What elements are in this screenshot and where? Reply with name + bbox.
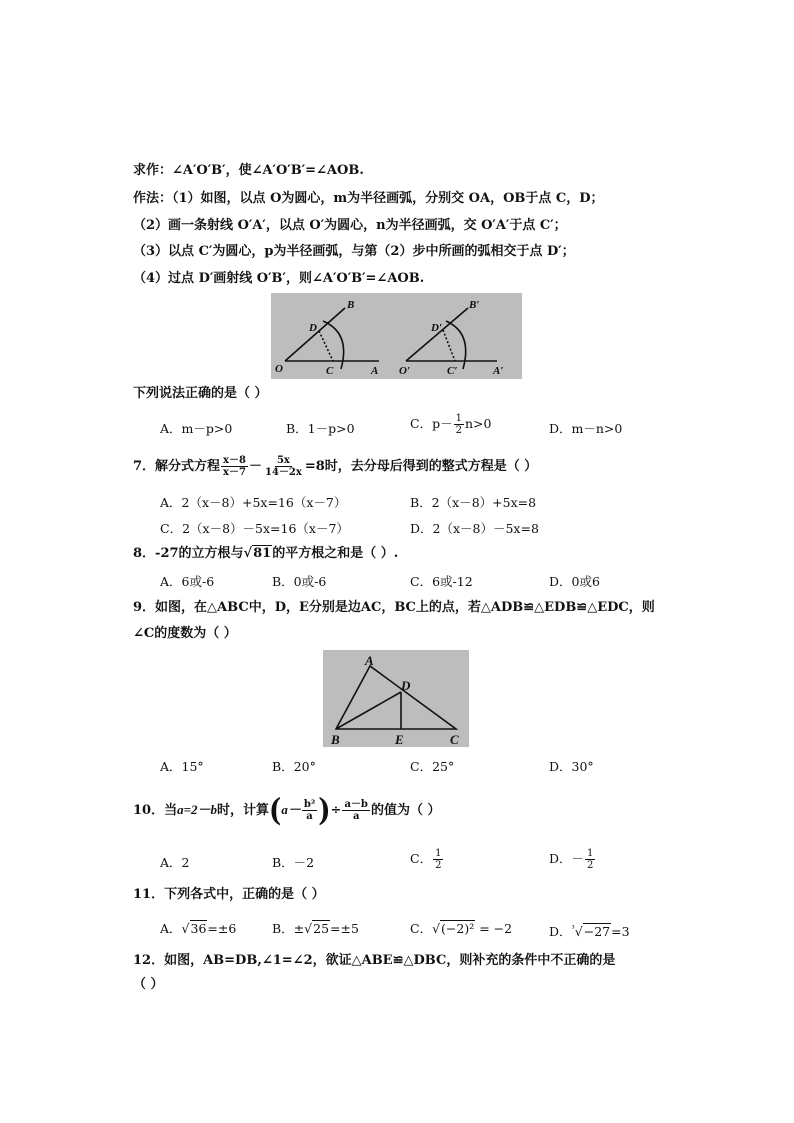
q6-option-d: D．m－n>0 <box>549 421 623 436</box>
construction-goal: 求作：∠A′O′B′，使∠A′O′B′=∠AOB. <box>133 163 364 178</box>
label-C: C <box>450 732 459 747</box>
construction-step-4: （4）过点 D′画射线 O′B′，则∠A′O′B′=∠AOB. <box>133 271 425 286</box>
q7-prefix: 7．解分式方程 <box>133 459 221 474</box>
label-C-prime: C′ <box>447 365 458 377</box>
q10-condition: a=2－b <box>177 802 218 817</box>
label-A-prime: A′ <box>493 365 504 377</box>
q7-option-c: C．2（x－8）－5x=16（x－7） <box>160 521 349 536</box>
q9-stem-line-1: 9．如图，在△ABC中，D，E分别是边AC，BC上的点，若△ADB≌△EDB≌△EDC，则 <box>133 600 655 615</box>
q7-equals: =8 <box>304 459 325 474</box>
q10-stem: 10．当a=2－b时，计算(a－ $\frac{\text{b²}}{a}$ )÷ $\frac{a-b}{a}$ 的值为（ ） <box>133 792 441 829</box>
triangle-figure <box>323 650 469 747</box>
q8-option-a: A．6或-6 <box>160 574 215 589</box>
q10-fraction-1: $\frac{\text{b²}}{a}$ <box>303 799 316 822</box>
construction-step-3: （3）以点 C′为圆心，p为半径画弧，与第（2）步中所画的弧相交于点 D′； <box>133 244 575 259</box>
q9-option-a: A．15° <box>160 759 204 774</box>
label-B-prime: B′ <box>469 299 480 311</box>
q9-stem-line-2: ∠C的度数为（ ） <box>133 626 237 641</box>
q12-stem-line-2: （ ） <box>133 977 164 992</box>
q10-option-c-fraction: $\frac{1}{2}$ <box>435 848 442 871</box>
q6-option-a: A．m－p>0 <box>160 421 233 436</box>
q10-option-a: A．2 <box>160 855 190 870</box>
q7-fraction-2: $\frac{5x}{14-2x}$ <box>264 455 302 478</box>
q9-option-b: B．20° <box>272 759 316 774</box>
label-B: B <box>331 732 340 747</box>
q8-option-c: C．6或-12 <box>410 574 473 589</box>
q7-suffix: 时，去分母后得到的整式方程是（ ） <box>324 459 538 474</box>
label-C: C <box>326 365 334 377</box>
q8-option-d: D．0或6 <box>549 574 600 589</box>
q6-option-c-lead: C．p－ <box>410 416 453 431</box>
label-D: D <box>401 678 411 693</box>
label-O-prime: O′ <box>399 365 411 377</box>
label-B: B <box>347 299 355 311</box>
q11-option-b: B．±√25=±5 <box>272 921 359 936</box>
q6-option-c-tail: n>0 <box>464 416 492 431</box>
q12-stem-line-1: 12．如图，AB=DB,∠1=∠2，欲证△ABE≌△DBC，则补充的条件中不正确的是 <box>133 953 616 968</box>
label-A: A <box>365 653 374 668</box>
construction-step-1: 作法：（1）如图，以点 O为圆心，m为半径画弧，分别交 OA，OB于点 C，D； <box>133 191 604 206</box>
q11-option-a: A．√36=±6 <box>160 921 237 936</box>
label-D-prime: D′ <box>431 322 443 334</box>
q7-fraction-1: $\frac{x-8}{x-7}$ <box>223 455 246 478</box>
q7-option-a: A．2（x－8）+5x=16（x－7） <box>160 495 347 510</box>
label-A: A <box>371 365 379 377</box>
q8-sqrt: 81 <box>253 546 272 561</box>
q7-option-d: D．2（x－8）－5x=8 <box>410 521 539 536</box>
q6-option-c-fraction: $\frac{1}{2}$ <box>455 413 462 436</box>
q10-option-d-fraction: $\frac{1}{2}$ <box>587 848 594 871</box>
label-D: D <box>309 322 317 334</box>
q11-option-c: C．√(−2)² = −2 <box>410 921 513 936</box>
q10-option-b: B．－2 <box>272 855 315 870</box>
q7-option-b: B．2（x－8）+5x=8 <box>410 495 537 510</box>
q6-option-c <box>410 413 491 436</box>
angle-construction-figure <box>271 293 522 379</box>
construction-step-2: （2）画一条射线 O′A′，以点 O′为圆心，n为半径画弧，交 O′A′于点 C′； <box>133 218 567 233</box>
q11-option-d: D．$^{^3}$√−27=3 <box>549 924 630 940</box>
q8-stem: 8．-27的立方根与√81的平方根之和是（ ）. <box>133 546 399 561</box>
q6-stem: 下列说法正确的是（ ） <box>133 386 268 401</box>
q8-option-b: B．0或-6 <box>272 574 327 589</box>
q11-stem: 11．下列各式中，正确的是（ ） <box>133 887 325 902</box>
q7-stem: 7．解分式方程 $\frac{x-8}{x-7}$ － $\frac{5x}{14-2x}$ =8时，去分母后得到的整式方程是（ ） <box>133 455 538 478</box>
q9-option-c: C．25° <box>410 759 455 774</box>
q10-option-c: C． $\frac{1}{2}$ <box>410 848 442 871</box>
q6-option-b: B．1－p>0 <box>286 421 355 436</box>
q9-option-d: D．30° <box>549 759 594 774</box>
q10-fraction-2: $\frac{a-b}{a}$ <box>344 799 368 822</box>
q10-option-d: D．－ $\frac{1}{2}$ <box>549 848 594 871</box>
label-O: O <box>275 363 283 375</box>
label-E: E <box>395 732 404 747</box>
